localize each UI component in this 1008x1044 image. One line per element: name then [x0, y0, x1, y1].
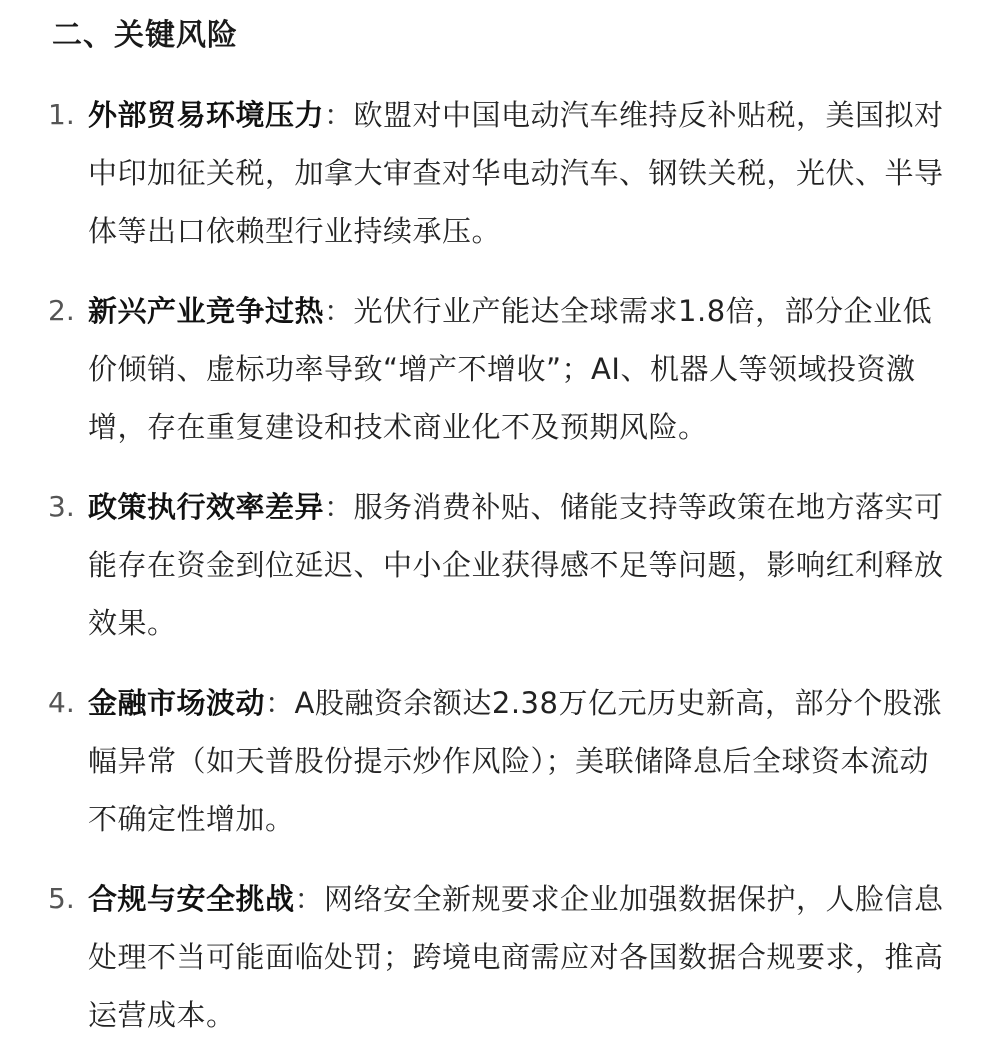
risk-description: 欧盟对中国电动汽车维持反补贴税，美国拟对中印加征关税，加拿大审查对华电动汽车、钢铁关税，光伏、半导体等出口依赖型行业持续承压。 — [88, 98, 944, 248]
risk-item-5 — [48, 870, 948, 1044]
risk-body — [88, 86, 948, 260]
risk-title: 政策执行效率差异 — [88, 490, 325, 524]
risk-title: 外部贸易环境压力 — [88, 98, 325, 132]
list-number: 4. — [48, 686, 75, 719]
risk-description: 光伏行业产能达全球需求1.8倍，部分企业低价倾销、虚标功率导致“增产不增收”；AI、机器人等领域投资激增，存在重复建设和技术商业化不及预期风险。 — [88, 294, 933, 444]
risk-description: A股融资余额达2.38万亿元历史新高，部分个股涨幅异常（如天普股份提示炒作风险）；美联储降息后全球资本流动不确定性增加。 — [88, 686, 942, 836]
risk-body — [88, 674, 948, 848]
risk-description: 网络安全新规要求企业加强数据保护，人脸信息处理不当可能面临处罚；跨境电商需应对各国数据合规要求，推高运营成本。 — [88, 882, 944, 1032]
risk-body — [88, 282, 948, 456]
list-number: 1. — [48, 98, 75, 131]
risk-colon: ： — [324, 490, 354, 524]
list-number: 5. — [48, 882, 75, 915]
risk-item-4 — [48, 674, 948, 848]
risk-colon: ： — [324, 98, 354, 132]
section-title: 二、关键风险 — [52, 18, 238, 53]
risk-colon: ： — [294, 882, 325, 916]
risk-colon: ： — [324, 294, 354, 328]
risk-item-1 — [48, 86, 948, 260]
risk-item-2 — [48, 282, 948, 456]
risk-title: 金融市场波动 — [88, 686, 266, 720]
risk-title: 新兴产业竞争过热 — [88, 294, 325, 328]
risk-description: 服务消费补贴、储能支持等政策在地方落实可能存在资金到位延迟、中小企业获得感不足等问题，影响红利释放效果。 — [88, 490, 944, 640]
risk-body — [88, 478, 948, 652]
list-number: 2. — [48, 294, 75, 327]
risk-body — [88, 870, 948, 1044]
risk-list — [48, 86, 948, 1044]
list-number: 3. — [48, 490, 75, 523]
risk-title: 合规与安全挑战 — [88, 882, 295, 916]
risk-item-3 — [48, 478, 948, 652]
risk-colon: ： — [265, 686, 295, 720]
